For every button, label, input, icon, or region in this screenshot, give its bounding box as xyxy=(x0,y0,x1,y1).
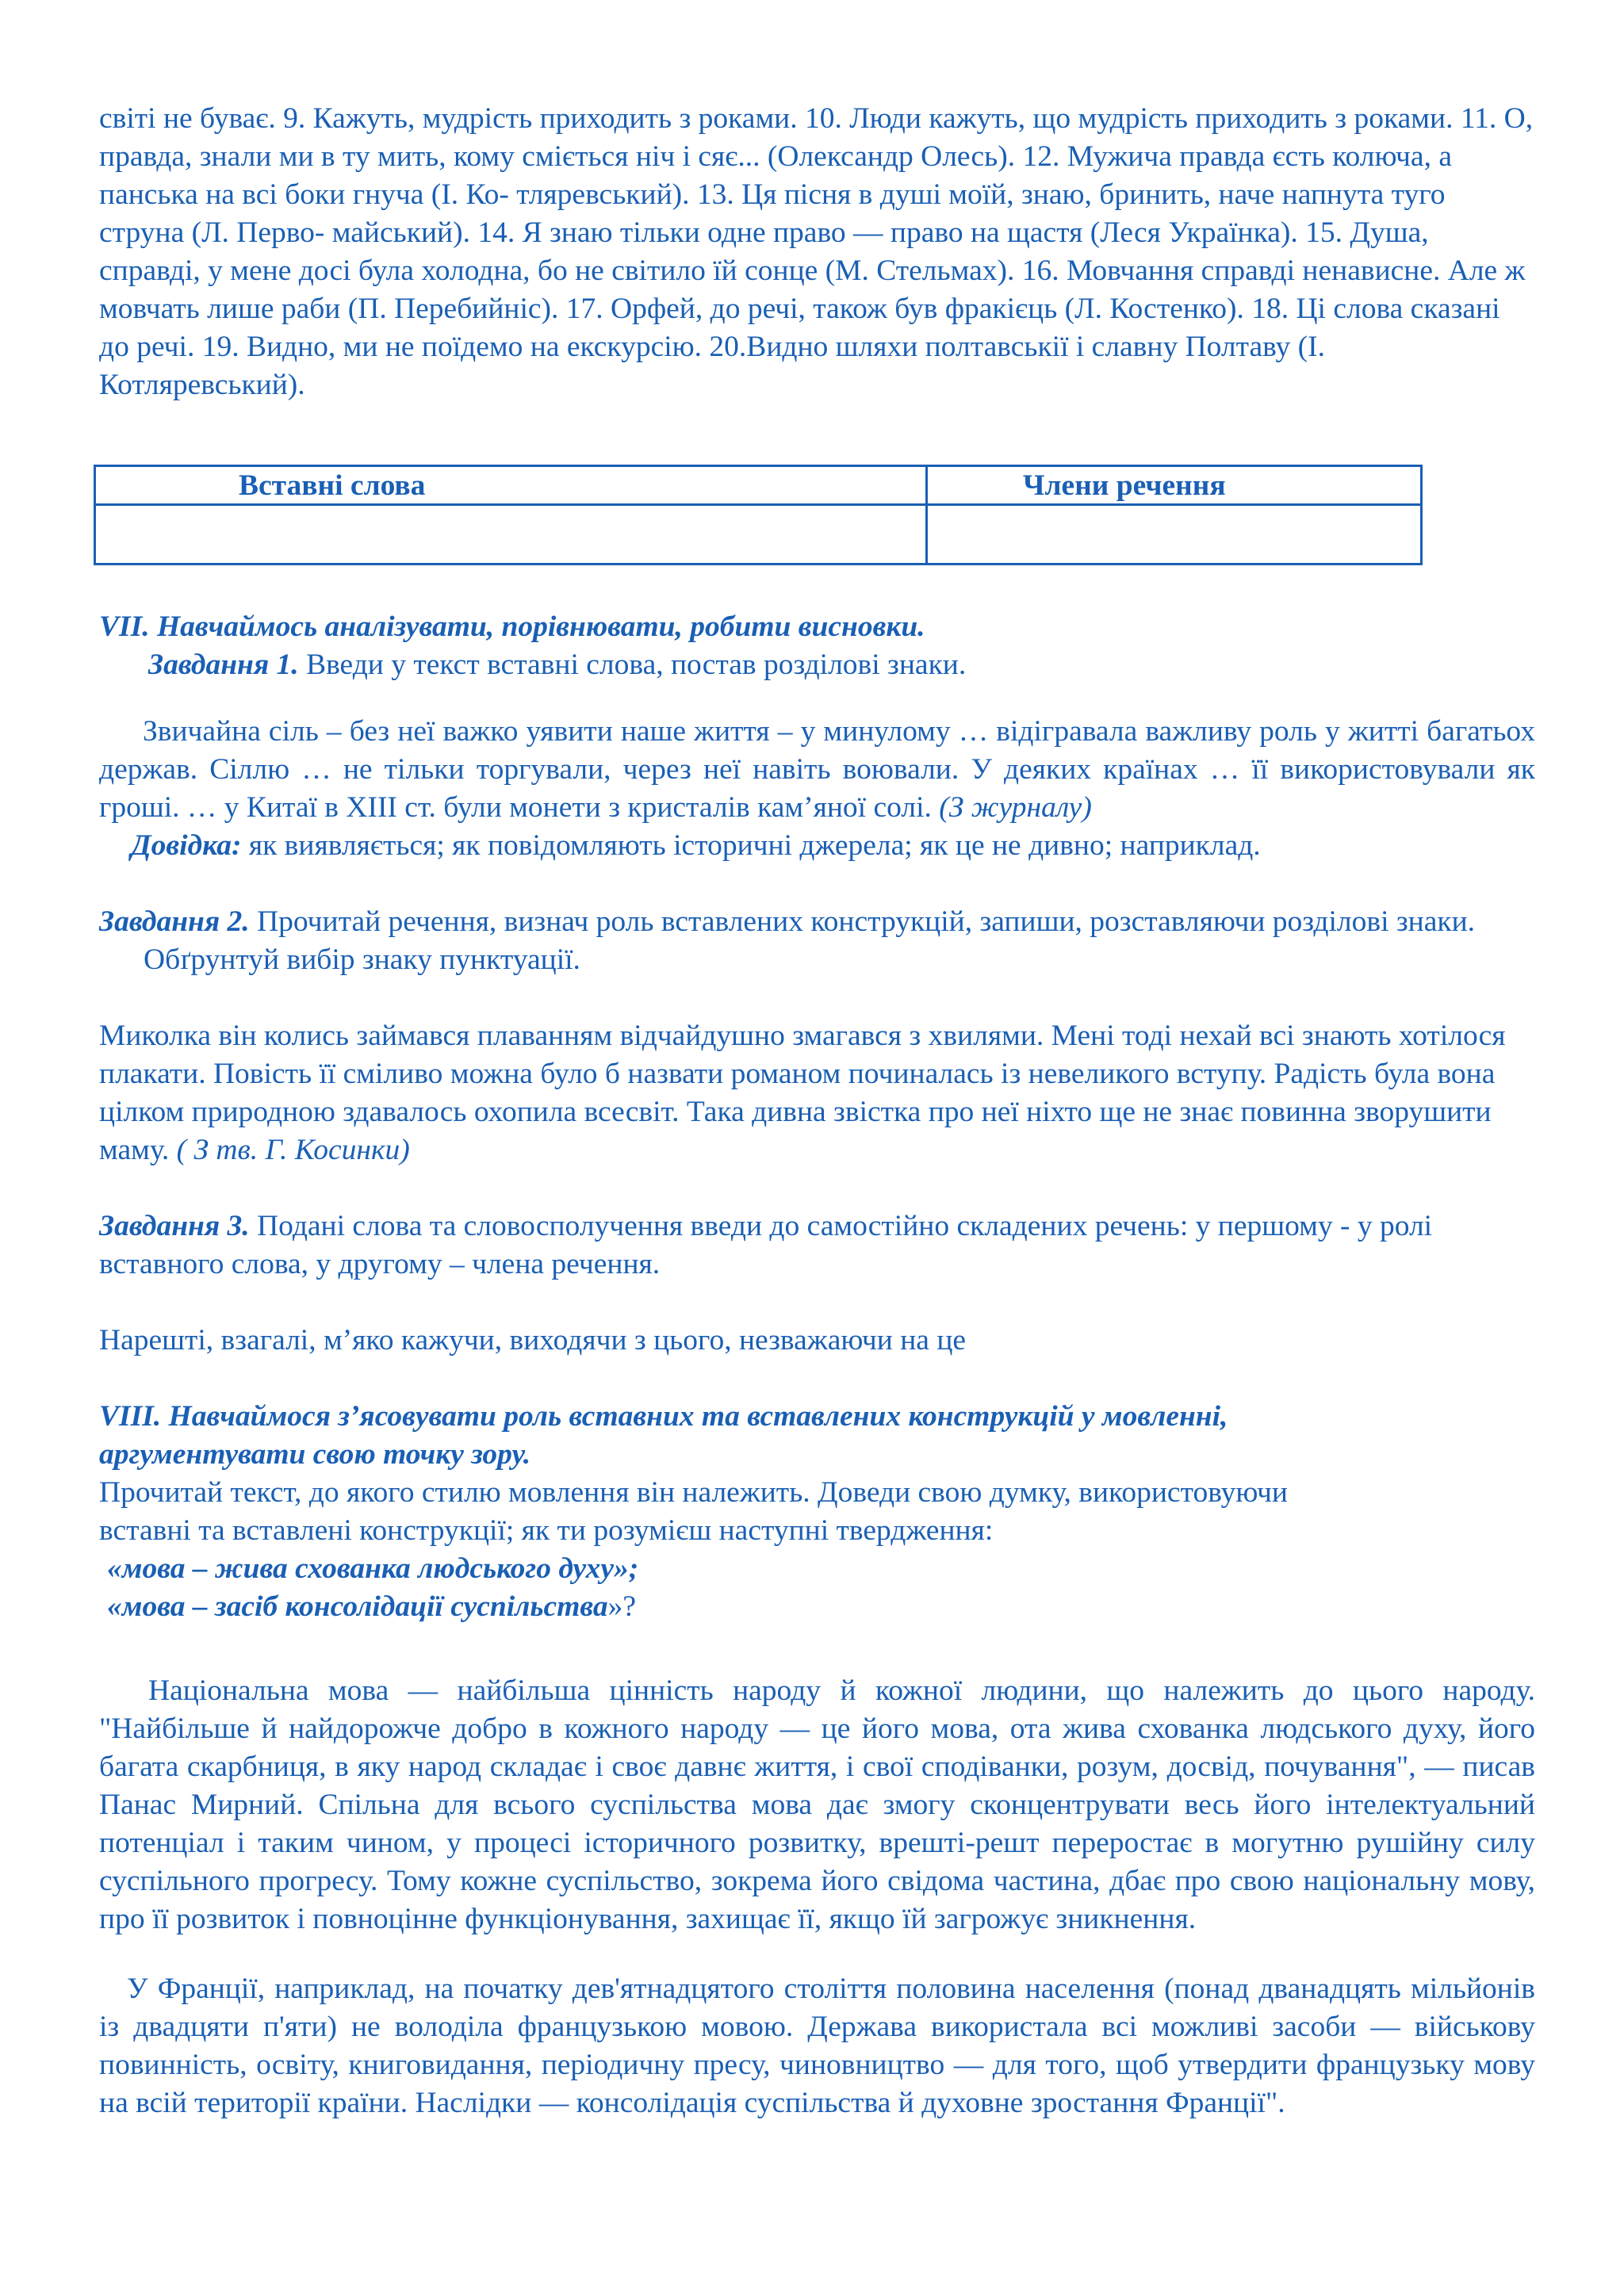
quote-2-tail: »? xyxy=(607,1590,637,1623)
task-3-label: Завдання 3. xyxy=(99,1210,250,1242)
section-8-paragraph-1: Національна мова — найбільша цінність народу й кожної людини, що належить до цього народу. "Найбільше й найдорожче добро в кожного народу — це його мова, ота жива схованка людського духу, його багата скарбниця, в яку народ складає і своє давнє життя, і свої сподіванки, розум, досвід, почування", — писав Панас Мирний. Спільна для всього суспільства мова дає змогу сконцентрувати весь його інтелектуальний потенціал і таким чином, у процесі історичного розвитку, врешті-решт переростає в могутню рушійну силу суспільного прогресу. Тому кожне суспільство, зокрема його свідома частина, дбає про свою національну мову, про її розвиток і повноцінне функціонування, захищає її, якщо їй загрожує зникнення. xyxy=(99,1674,1535,1935)
table-header-row xyxy=(95,466,1422,505)
section-8-instruction-line-1: Прочитай текст, до якого стилю мовлення він належить. Доведи свою думку, використовуючи xyxy=(99,1476,1288,1509)
task-1-source: (З журналу) xyxy=(939,791,1092,824)
quote-2-bold: «мова – засіб консолідації суспільства xyxy=(107,1590,608,1623)
task-3-text: Подані слова та словосполучення введи до самостійно складених речень: у першому - у ролі вставного слова, у другому – члена речення. xyxy=(99,1210,1433,1280)
hint-text: як виявляється; як повідомляють історичні джерела; як це не дивно; наприклад. xyxy=(241,829,1261,862)
task-1-text: Введи у текст вставні слова, постав розділові знаки. xyxy=(298,649,967,681)
task-2-source: ( З тв. Г. Косинки) xyxy=(176,1134,410,1166)
task-1-instruction xyxy=(99,646,1535,684)
task-2-paragraph xyxy=(99,1017,1535,1169)
section-8-instruction-line-2: вставні та вставлені конструкції; як ти розумієш наступні твердження: xyxy=(99,1514,994,1547)
task-2-text: Прочитай речення, визнач роль вставлених конструкцій, запиши, розставляючи розділові знаки. Обґрунтуй вибір знаку пунктуації. xyxy=(144,905,1476,976)
exercise-sentences: світі не буває. 9. Кажуть, мудрість приходить з роками. 10. Люди кажуть, що мудрість приходить з роками. 11. О, правда, знали ми в ту мить, кому сміється ніч і сяє... (Олександр Олесь). 12. Мужича правда єсть колюча, а панська на всі боки гнуча (І. Ко- тляревський). 13. Ця пісня в душі моїй, знаю, бринить, наче напнута туго струна (Л. Перво- майський). 14. Я знаю тільки одне право — право на щастя (Леся Українка). 15. Душа, справді, у мене досі була холодна, бо не світило їй сонце (М. Стельмах). 16. Мовчання справді ненависне. Але ж мовчать лише раби (П. Перебийніс). 17. Орфей, до речі, також був фракієць (Л. Костенко). 18. Ці слова сказані до речі. 19. Видно, ми не поїдемо на екскурсію. 20.Видно шляхи полтавськії і славну Полтаву (І. Котляревський). xyxy=(99,102,1534,401)
hint-label: Довідка: xyxy=(131,829,242,862)
task-2-instruction xyxy=(99,903,1535,979)
task-3-words: Нарешті, взагалі, м’яко кажучи, виходячи з цього, незважаючи на це xyxy=(99,1324,967,1357)
task-2-label: Завдання 2. xyxy=(99,905,250,938)
section-7-title: VII. Навчаймось аналізувати, порівнювати, робити висновки. xyxy=(99,610,925,643)
section-8-title-line-1: VIII. Навчаймося з’ясовувати роль вставних та вставлених конструкцій у мовленні, xyxy=(99,1400,1228,1433)
task-2-paragraph-text: Миколка він колись займався плаванням відчайдушно змагався з хвилями. Мені тоді нехай всі знають хотілося плакати. Повість її сміливо можна було б назвати романом починалась із невеликого вступу. Радість була вона цілком природною здавалось охопила всесвіт. Така дивна звістка про неї ніхто ще не знає повинна зворушити маму. xyxy=(99,1020,1506,1166)
task-3-instruction xyxy=(99,1207,1535,1284)
section-8-paragraph-2: У Франції, наприклад, на початку дев'ятнадцятого століття половина населення (понад дванадцять мільйонів із двадцяти п'яти) не володіла французькою мовою. Держава використала всі можливі засоби — військову повинність, освіту, книговидання, періодичну пресу, чиновництво — для того, щоб утвердити французьку мову на всій території країни. Наслідки — консолідація суспільства й духовне зростання Франції". xyxy=(99,1973,1535,2119)
task-1-hint xyxy=(99,827,1535,865)
table-cell-empty xyxy=(927,505,1422,564)
quote-2 xyxy=(99,1588,1535,1626)
section-8-title-line-2: аргументувати свою точку зору. xyxy=(99,1438,531,1471)
quote-1: «мова – жива схованка людського духу»; xyxy=(107,1552,639,1585)
table-cell-empty xyxy=(95,505,927,564)
column-header-introductory-words: Вставні слова xyxy=(95,466,927,505)
task-1-paragraph xyxy=(99,713,1535,827)
table-empty-row xyxy=(95,505,1422,564)
task-1-paragraph-text: Звичайна сіль – без неї важко уявити наше життя – у минулому … відігравала важливу роль у житті багатьох держав. Сіллю … не тільки торгували, через неї навіть воювали. У деяких країнах … її використовували як гроші. … у Китаї в XIII ст. були монети з кристалів кам’яної солі. xyxy=(99,715,1535,824)
column-header-sentence-members: Члени речення xyxy=(927,466,1422,505)
task-1-label: Завдання 1. xyxy=(148,649,299,681)
answer-table xyxy=(94,465,1423,565)
